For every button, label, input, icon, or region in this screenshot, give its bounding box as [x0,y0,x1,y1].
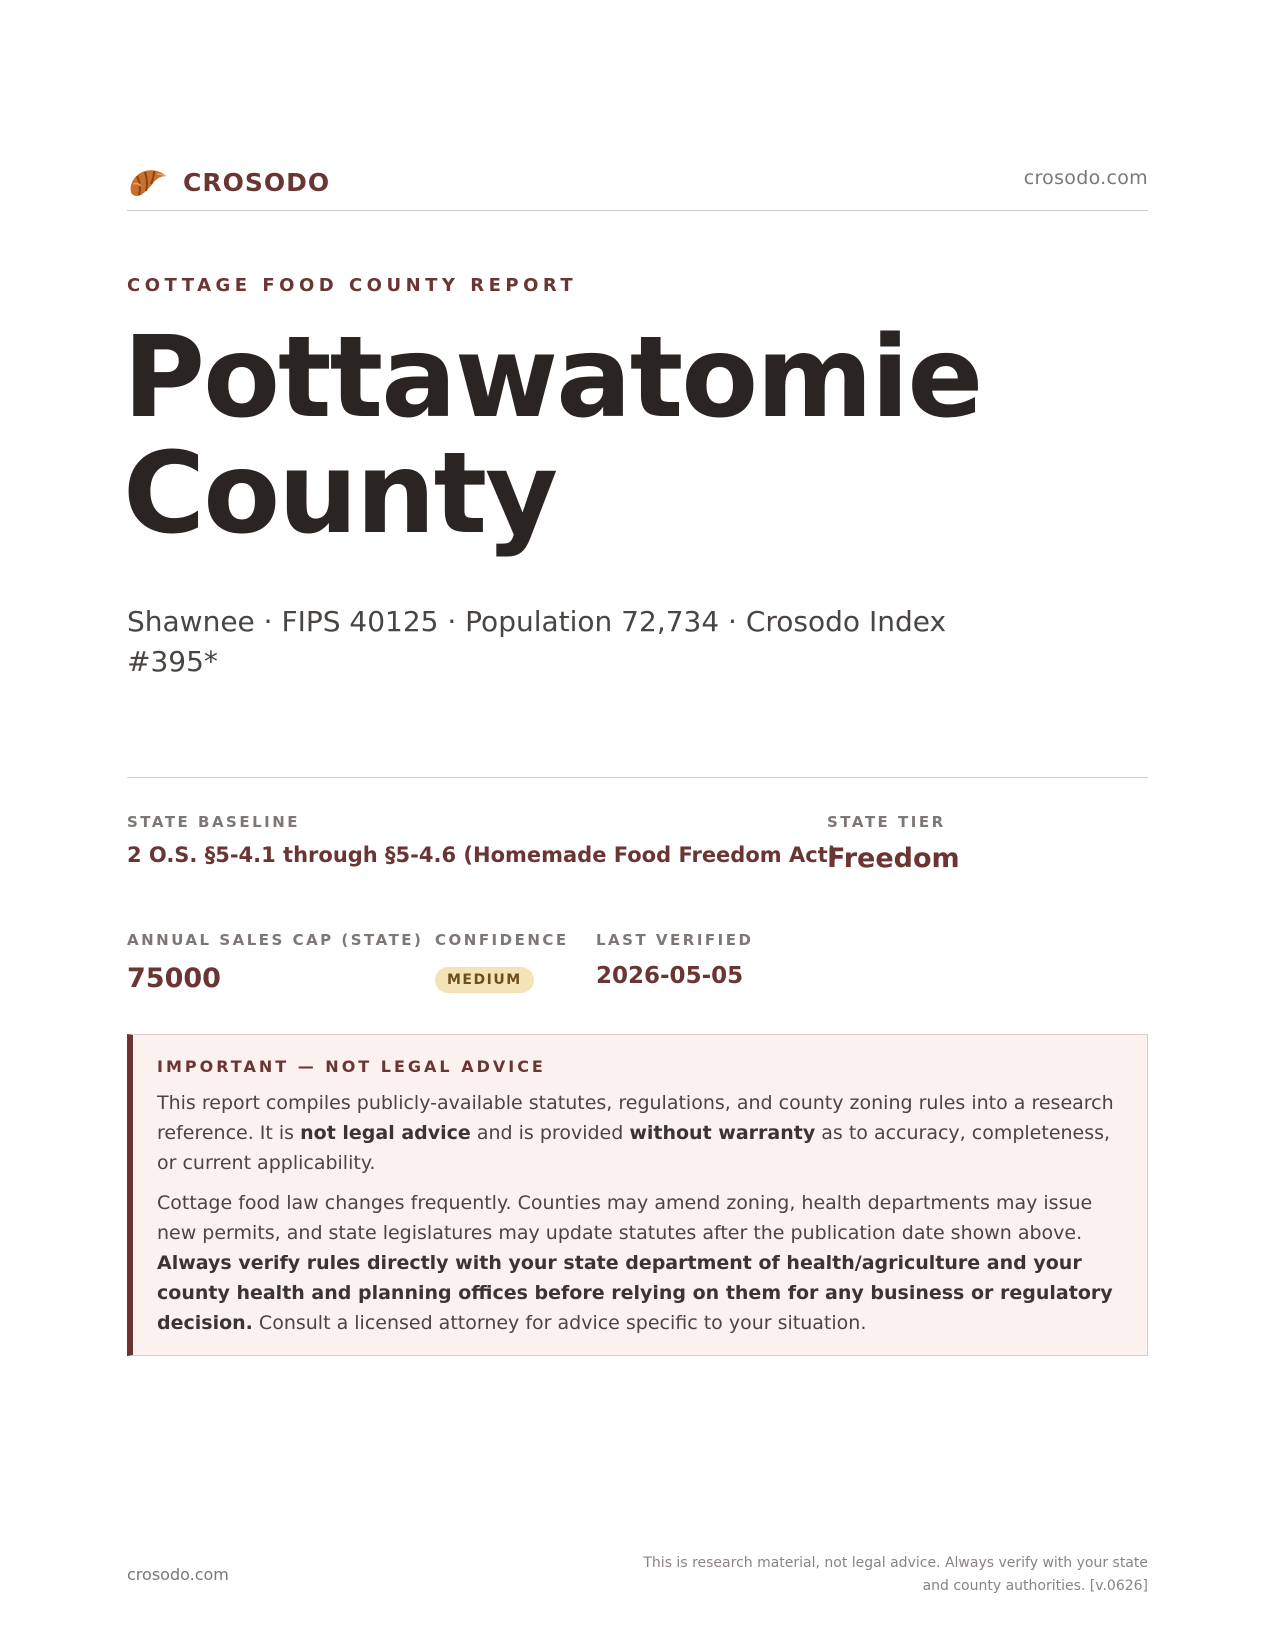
footer-disclaimer [628,1552,1148,1598]
state-baseline-value: 2 O.S. §5-4.1 through §5-4.6 (Homemade Food Freedom Act) [127,843,838,867]
sales-cap-value: 75000 [127,963,221,994]
last-verified-value: 2026-05-05 [596,963,744,989]
notice-text: This report compiles publicly-available statutes, regulations, and county zoning rules into a research reference. It is [157,1092,1114,1144]
state-baseline-label: STATE BASELINE [127,813,301,831]
notice-paragraph-1 [157,1088,1121,1178]
last-verified-field [596,931,753,989]
last-verified-label: LAST VERIFIED [596,931,754,949]
brand [127,162,330,202]
state-tier-field [827,813,960,874]
notice-emphasis: Always verify rules directly with your state department of health/agriculture and your county health and planning offices before relying on them for any business or regulatory decision. [157,1252,1113,1334]
notice-text: and is provided [470,1122,630,1144]
title-line-1: Pottawatomie [123,313,982,443]
confidence-field [435,931,569,993]
page-header [127,158,1148,211]
confidence-badge: MEDIUM [435,967,534,993]
report-kicker: COTTAGE FOOD COUNTY REPORT [127,275,578,296]
report-page [123,0,1148,1650]
confidence-label: CONFIDENCE [435,931,569,949]
notice-text: Cottage food law changes frequently. Counties may amend zoning, health departments may issue new permits, and state legislatures may update statutes after the publication date shown above. [157,1192,1093,1244]
notice-emphasis: not legal advice [300,1122,471,1144]
sales-cap-field [127,931,423,994]
state-tier-label: STATE TIER [827,813,946,831]
footer-site[interactable]: crosodo.com [127,1565,229,1584]
footer-disclaimer-line-1: This is research material, not legal advice. Always verify with your state [643,1555,1148,1571]
footer-disclaimer-line-2: and county authorities. [v.0626] [922,1578,1148,1594]
title-line-2: County [123,429,557,559]
brand-name: CROSODO [183,167,331,197]
notice-title: IMPORTANT — NOT LEGAL ADVICE [157,1057,546,1076]
section-divider [127,777,1148,778]
page-title [123,313,1023,559]
notice-emphasis: without warranty [629,1122,816,1144]
state-tier-value: Freedom [827,843,960,874]
state-baseline-field [127,813,837,867]
notice-text: Consult a licensed attorney for advice specific to your situation. [252,1312,867,1334]
notice-text: as to accuracy, completeness, or current applicability. [157,1122,1111,1174]
site-url[interactable]: crosodo.com [1023,167,1148,189]
county-subtitle: Shawnee · FIPS 40125 · Population 72,734 · Crosodo Index #395* [127,605,947,678]
notice-paragraph-2 [157,1188,1121,1338]
croissant-icon [127,162,169,202]
legal-notice [127,1034,1148,1356]
sales-cap-label: ANNUAL SALES CAP (STATE) [127,931,424,949]
